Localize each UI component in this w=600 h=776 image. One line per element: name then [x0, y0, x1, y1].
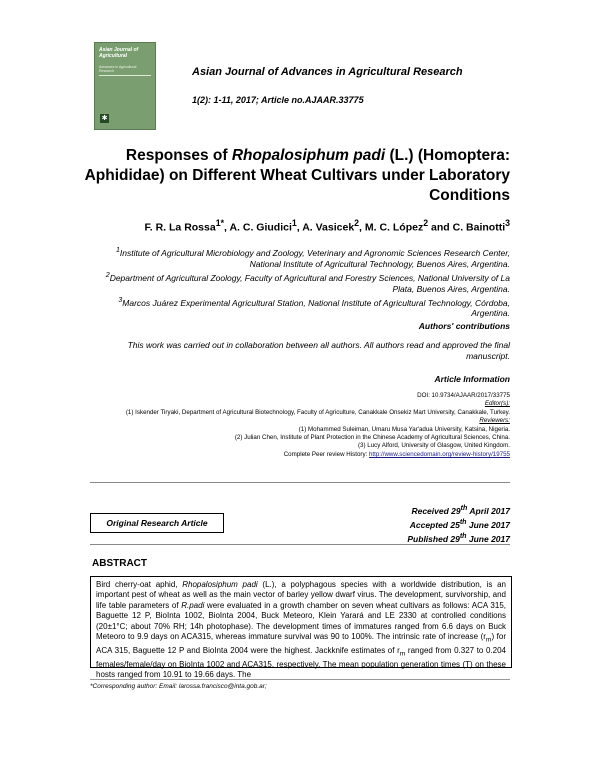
article-title: Responses of Rhopalosiphum padi (L.) (Homoptera: Aphididae) on Different Wheat Cultivars under Laboratory Conditions — [84, 147, 510, 204]
cover-title: Asian Journal of Agricultural — [99, 47, 139, 59]
abstract-heading: ABSTRACT — [92, 558, 147, 569]
article-info — [90, 392, 510, 459]
author: C. Bainotti — [452, 221, 506, 234]
affiliation: $^2$Department of Agricultural Zoology, Faculty of Agricultural and Forestry Sciences, National University of La Plata, Buenos Aires, Argentina. — [105, 270, 510, 294]
title-species: Rhopalosiphum padi — [231, 147, 386, 164]
affiliation: $^3$Marcos Juárez Experimental Agricultural Station, National Institute of Agricultural Technology, Córdoba, Argentina. — [118, 295, 510, 319]
author: F. R. La Rossa — [144, 221, 216, 234]
reviewer: (1) Mohammed Suleiman, Umaru Musa Yar'adua University, Katsina, Nigeria. — [298, 425, 510, 433]
reviewers-label: Reviewers: — [479, 417, 510, 425]
reviewer: (3) Lucy Alford, University of Glasgow, United Kingdom. — [357, 442, 510, 450]
accepted-date: Accepted 25th June 2017 — [409, 517, 510, 530]
doi: DOI: 10.9734/AJAAR/2017/33775 — [417, 392, 510, 399]
editor: (1) Iskender Tiryaki, Department of Agricultural Biotechnology, Faculty of Agriculture, Canakkale Onsekiz Mart University, Canakkale, Turkey. — [125, 408, 510, 416]
review-history-link[interactable]: http://www.sciencedomain.org/review-history/19755 — [368, 450, 510, 458]
article-type-badge: Original Research Article — [90, 513, 224, 533]
publication-dates — [330, 503, 510, 544]
affiliation: $^1$Institute of Agricultural Microbiology and Zoology, Veterinary and Agronomic Sciences Research Center, National Institute of Agricultural Technology, Buenos Aires, Argentina. — [115, 246, 510, 269]
corresponding-author-footnote: *Corresponding author: Email: larossa.francisco@inta.gob.ar; — [90, 683, 267, 690]
author: M. C. López — [364, 221, 424, 234]
cover-divider — [99, 75, 151, 76]
received-date: Received 29th April 2017 — [411, 504, 510, 516]
editor-label: Editor(s): — [484, 400, 510, 408]
history-label: Complete Peer review History: — [283, 450, 369, 458]
contributions-text: This work was carried out in collaboration between all authors. All authors read and approved the final manuscript. — [127, 340, 510, 361]
reviewer: (2) Julian Chen, Institute of Plant Protection in the Chinese Academy of Agricultural Sciences, China. — [234, 434, 510, 442]
publisher-logo-icon: ✱ — [101, 115, 108, 122]
journal-cover-image — [94, 42, 156, 130]
divider — [90, 544, 510, 545]
article-info-heading: Article Information — [434, 374, 510, 384]
divider — [90, 482, 510, 483]
abstract-text: Bird cherry-oat aphid, Rhopalosiphum padi (L.), a polyphagous species with a worldwide distribution, is an important pest of wheat as well as the main vector of barley yellow dwarf virus. The development, survivorship, and life table parameters of R.padi were evaluated in a growth chamber on seven wheat cultivars as follows: ACA 315, Baguette 12 P, BioInta 1002, BioInta 2004, Buck Meteoro, Klein Yarará and LE 2330 at controlled conditions (20±1°C; about 70% RH; 14h photophase). The development times of immatures ranged from 6.6 days on Buck Meteoro to 9.9 days on ACA315, whereas immature survival was 90 to 100%. The intrinsic rate of increase $(r_m)$ for ACA 315, Baguette 12 P and BioInta 2004 were the highest. Jackknife estimates of $r_m$ ranged from 0.327 to 0.204 females/female/day on BioInta 1002 and ACA315, respectively. The mean population generation times (T) on these hosts ranged from 10.91 to 19.66 days. The — [96, 580, 507, 680]
author: A. Vasicek — [302, 221, 355, 234]
author: A. C. Giudici — [229, 221, 292, 234]
author-list: F. R. La Rossa$^{1*}$, A. C. Giudici$^1$, A. Vasicek$^2$, M. C. López$^2$ and C. Bainotti$^3$ — [144, 218, 510, 234]
journal-name: Asian Journal of Advances in Agricultural Research — [192, 66, 463, 78]
footnote-divider — [90, 679, 510, 680]
cover-subtitle: Advances in Agricultural Research — [99, 65, 137, 73]
abstract-box — [90, 576, 512, 680]
contributions-heading: Authors' contributions — [418, 321, 510, 331]
published-date: Published 29th June 2017 — [407, 531, 510, 544]
affiliations — [92, 245, 510, 319]
issue-info: 1(2): 1-11, 2017; Article no.AJAAR.33775 — [192, 95, 364, 105]
